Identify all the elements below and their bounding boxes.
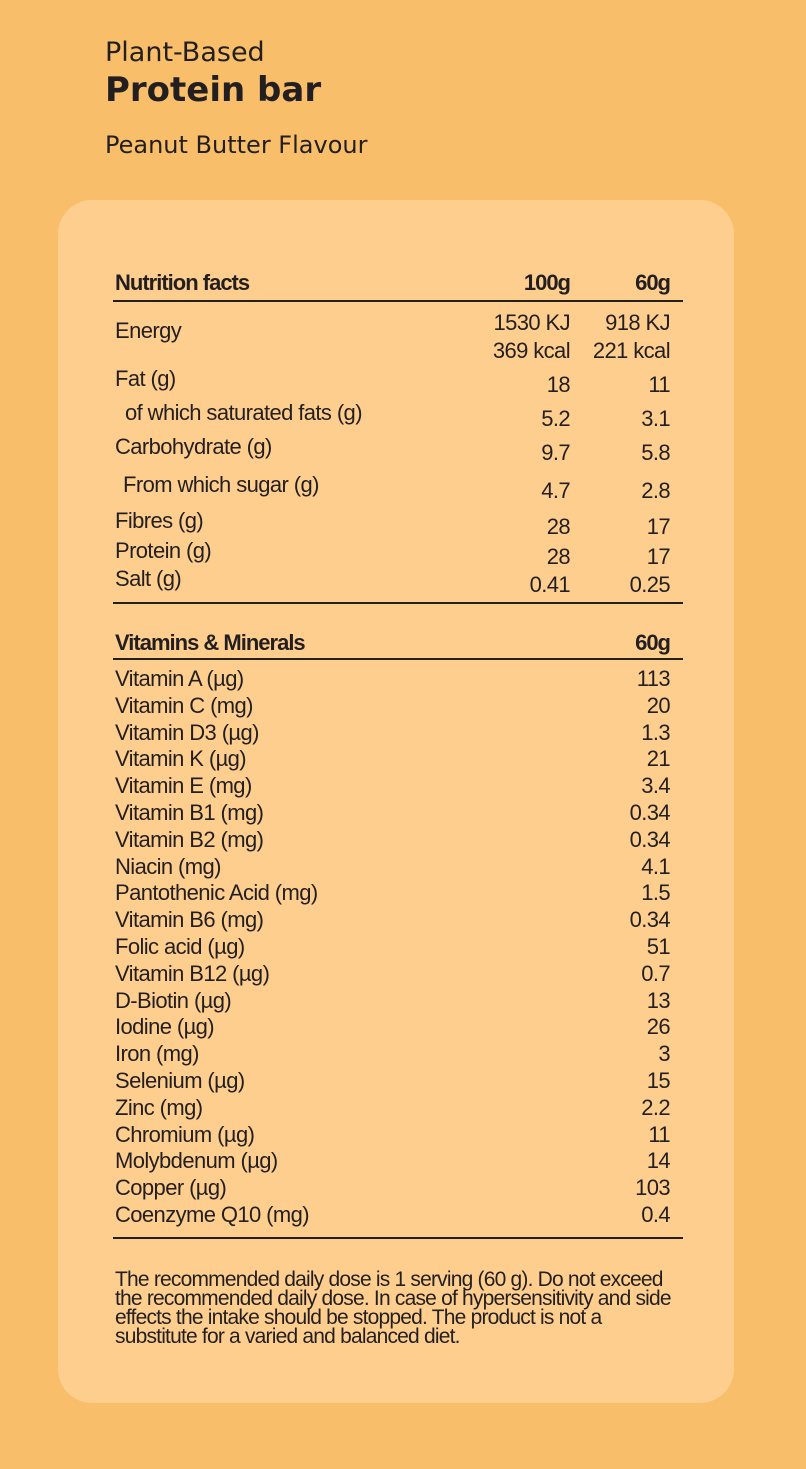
- nutrient-value-60g: 5.8: [641, 440, 670, 465]
- energy-kj-60g: 918 KJ: [605, 310, 670, 335]
- vitamins-header-row: [113, 630, 683, 658]
- nutrient-label: From which sugar (g): [123, 472, 319, 497]
- vitamin-row: [113, 907, 683, 934]
- vitamin-row: [113, 854, 683, 881]
- vitamin-row: [113, 1014, 683, 1041]
- vitamin-value-60g: 20: [646, 692, 670, 718]
- vitamins-minerals-table: [113, 630, 683, 1239]
- vitamin-value-60g: 0.34: [629, 907, 670, 933]
- nutrition-row: [113, 366, 683, 400]
- vitamin-label: Coenzyme Q10 (mg): [115, 1201, 309, 1227]
- nutrient-value-100g: 5.2: [541, 406, 570, 431]
- vitamin-value-60g: 21: [646, 746, 670, 772]
- vitamin-row: [113, 693, 683, 720]
- vitamin-value-60g: 4.1: [641, 853, 670, 879]
- vitamin-row: [113, 720, 683, 747]
- nutrient-value-60g: 11: [648, 372, 670, 397]
- vitamin-row: [113, 961, 683, 988]
- vitamin-row: [113, 746, 683, 773]
- vitamin-label: D-Biotin (µg): [115, 987, 232, 1013]
- vitamin-row: [113, 1148, 683, 1175]
- nutrient-value-60g: 3.1: [641, 406, 670, 431]
- vitamin-row: [113, 1068, 683, 1095]
- vitamins-column-60g: 60g: [635, 630, 670, 655]
- nutrition-row: [113, 472, 683, 508]
- vitamin-label: Iodine (µg): [115, 1014, 215, 1040]
- nutrient-value-60g: 2.8: [641, 478, 670, 503]
- nutrient-value-100g: 28: [546, 514, 570, 539]
- vitamin-value-60g: 0.34: [629, 799, 670, 825]
- vitamin-value-60g: 11: [648, 1121, 670, 1147]
- nutrition-facts-table: [113, 270, 683, 604]
- vitamin-value-60g: 14: [646, 1148, 670, 1174]
- nutrient-value-60g: 17: [646, 514, 670, 539]
- vitamin-row: [113, 1041, 683, 1068]
- nutrition-row: [113, 566, 683, 597]
- vitamin-label: Selenium (µg): [115, 1067, 245, 1093]
- vitamin-row: [113, 934, 683, 961]
- vitamin-label: Vitamin B2 (mg): [115, 826, 264, 852]
- vitamin-value-60g: 1.3: [641, 719, 670, 745]
- energy-kcal-100g: 369 kcal: [492, 338, 570, 363]
- vitamin-label: Zinc (mg): [115, 1094, 203, 1120]
- nutrient-value-100g: 4.7: [541, 478, 570, 503]
- dosage-note: The recommended daily dose is 1 serving (60 g). Do not exceed the recommended daily dose. In case of hypersensitivity and side effects the intake should be stopped. The product is not a substitute for a varied and balanced diet.: [115, 1268, 671, 1348]
- column-60g: 60g: [635, 270, 670, 295]
- vitamin-value-60g: 15: [646, 1067, 670, 1093]
- nutrient-value-100g: 9.7: [541, 440, 570, 465]
- nutrition-row: [113, 400, 683, 434]
- nutrition-card: [58, 200, 734, 1403]
- nutrition-rows: [113, 366, 683, 597]
- vitamin-value-60g: 3.4: [641, 773, 670, 799]
- nutrient-label: Fibres (g): [115, 508, 204, 533]
- vitamin-label: Vitamin B12 (µg): [115, 960, 270, 986]
- nutrition-row: [113, 538, 683, 569]
- vitamin-row: [113, 666, 683, 693]
- vitamin-rows: [113, 666, 683, 1229]
- vitamin-value-60g: 0.34: [629, 826, 670, 852]
- vitamin-row: [113, 1175, 683, 1202]
- vitamin-row: [113, 988, 683, 1015]
- product-header: [105, 36, 367, 160]
- nutrition-heading: Nutrition facts: [115, 270, 250, 295]
- nutrition-row: [113, 434, 683, 472]
- vitamin-label: Vitamin A (µg): [115, 666, 244, 691]
- product-title: Protein bar: [105, 70, 322, 110]
- vitamin-label: Vitamin B6 (mg): [115, 907, 264, 933]
- vitamin-value-60g: 2.2: [641, 1094, 670, 1120]
- product-subtitle: Plant-Based: [105, 37, 265, 68]
- energy-label: Energy: [115, 318, 182, 343]
- nutrition-header-row: [113, 270, 683, 300]
- nutrition-row: [113, 508, 683, 538]
- vitamin-value-60g: 26: [646, 1014, 670, 1040]
- vitamin-value-60g: 0.7: [641, 960, 670, 986]
- vitamin-value-60g: 113: [636, 666, 670, 691]
- nutrient-label: Protein (g): [115, 538, 212, 563]
- nutrient-value-100g: 28: [546, 544, 570, 569]
- divider: [113, 1237, 683, 1239]
- vitamin-row: [113, 773, 683, 800]
- vitamin-label: Molybdenum (µg): [115, 1148, 278, 1174]
- vitamin-label: Pantothenic Acid (mg): [115, 880, 318, 906]
- nutrient-value-60g: 17: [646, 544, 670, 569]
- vitamin-label: Folic acid (µg): [115, 933, 245, 959]
- vitamin-value-60g: 3: [658, 1041, 670, 1067]
- vitamin-label: Iron (mg): [115, 1041, 199, 1067]
- vitamin-value-60g: 103: [635, 1175, 670, 1201]
- vitamin-label: Niacin (mg): [115, 853, 221, 879]
- vitamin-value-60g: 0.4: [641, 1201, 670, 1227]
- vitamin-row: [113, 1202, 683, 1229]
- nutrient-value-100g: 0.41: [529, 572, 570, 597]
- nutrient-value-100g: 18: [546, 372, 570, 397]
- vitamin-label: Vitamin C (mg): [115, 692, 253, 718]
- vitamin-row: [113, 1095, 683, 1122]
- vitamin-row: [113, 1122, 683, 1149]
- vitamin-value-60g: 1.5: [641, 880, 670, 906]
- divider: [113, 602, 683, 604]
- divider: [113, 300, 683, 302]
- nutrient-label: Carbohydrate (g): [115, 434, 272, 459]
- divider: [113, 658, 683, 660]
- vitamin-row: [113, 800, 683, 827]
- energy-kcal-60g: 221 kcal: [592, 338, 670, 363]
- energy-row: [113, 310, 683, 366]
- vitamins-heading: Vitamins & Minerals: [115, 630, 305, 655]
- vitamin-row: [113, 827, 683, 854]
- vitamin-label: Chromium (µg): [115, 1121, 255, 1147]
- column-100g: 100g: [523, 270, 570, 295]
- vitamin-label: Vitamin D3 (µg): [115, 719, 259, 745]
- vitamin-value-60g: 13: [646, 987, 670, 1013]
- nutrient-label: Salt (g): [115, 566, 182, 591]
- vitamin-value-60g: 51: [646, 933, 670, 959]
- product-flavour: Peanut Butter Flavour: [105, 131, 368, 159]
- energy-kj-100g: 1530 KJ: [493, 310, 570, 335]
- vitamin-row: [113, 880, 683, 907]
- vitamin-label: Copper (µg): [115, 1175, 227, 1201]
- nutrient-label: Fat (g): [115, 366, 176, 391]
- vitamin-label: Vitamin E (mg): [115, 773, 252, 799]
- vitamin-label: Vitamin K (µg): [115, 746, 247, 772]
- nutrient-value-60g: 0.25: [629, 572, 670, 597]
- nutrient-label: of which saturated fats (g): [125, 400, 362, 425]
- vitamin-label: Vitamin B1 (mg): [115, 799, 264, 825]
